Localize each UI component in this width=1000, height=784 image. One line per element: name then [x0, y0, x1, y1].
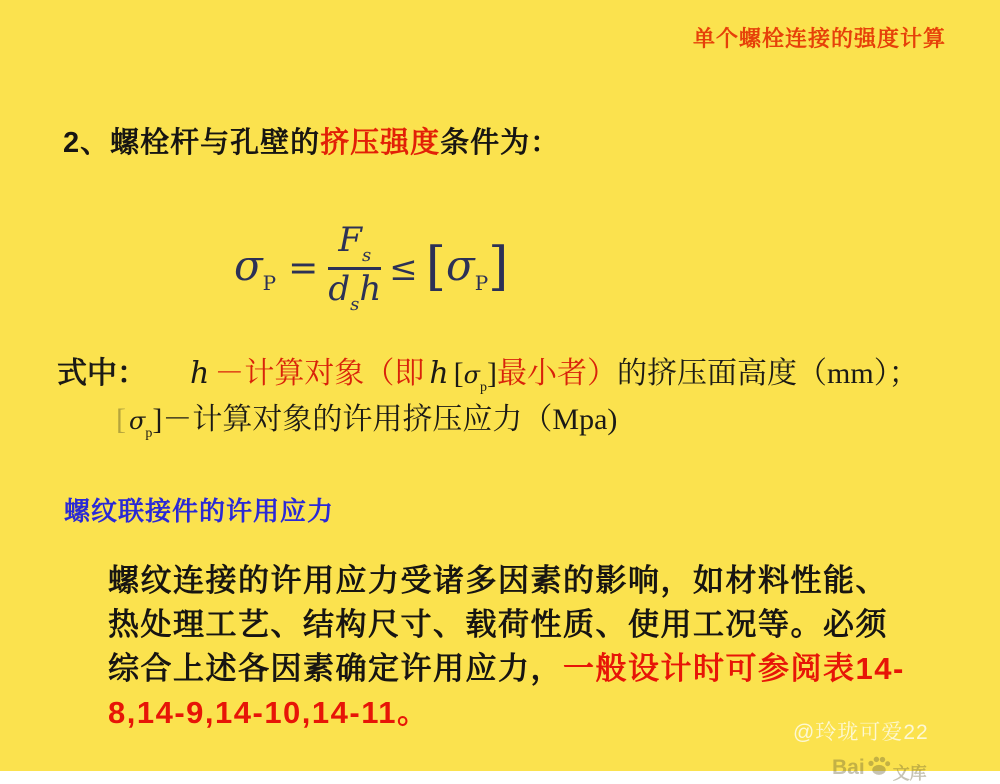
paragraph-line-4: 8,14-9,14-10,14-11。 [108, 695, 430, 730]
variable-h: h [190, 356, 210, 391]
where2-text: －计算对象的许用挤压应力（Mpa) [162, 403, 618, 436]
sigma-symbol-2: σ [129, 407, 146, 435]
allowable-stress-heading: 螺纹联接件的许用应力 [64, 496, 335, 526]
baidu-logo-text: Bai [832, 756, 865, 779]
formula-sigma-p: $\sigma_P$ [234, 240, 277, 295]
wenku-logo-text: 文库 [892, 764, 927, 783]
slide-title [63, 120, 560, 161]
title-prefix: 2、螺栓杆与孔壁的 [63, 127, 321, 159]
formula-leq: ≤ [389, 248, 418, 289]
slide-header-caption: 单个螺栓连接的强度计算 [693, 26, 947, 51]
baidu-wenku-watermark [832, 752, 927, 784]
sigma-symbol: σ [463, 361, 481, 389]
where1-black-tail: 的挤压面高度（mm）； [617, 357, 919, 390]
paragraph-line3-red: 一般设计时可参阅表14- [563, 651, 905, 686]
formula-fraction [328, 220, 382, 315]
sigma-right-bracket-2: ] [152, 403, 163, 436]
variable-h-2: h [429, 356, 449, 391]
where-definition-line-sigma [116, 394, 617, 442]
baidu-paw-icon [866, 752, 892, 778]
where-definition-line-h [57, 348, 919, 396]
sigma-subscript-p: p [480, 380, 488, 395]
user-watermark: @玲珑可爱22 [793, 721, 929, 744]
formula-equals: = [288, 247, 319, 289]
paragraph-line-2: 热处理工艺、结构尺寸、载荷性质、使用工况等。必须 [108, 607, 888, 642]
title-highlight: 挤压强度 [320, 127, 441, 159]
title-suffix: 条件为： [440, 127, 561, 159]
sigma-left-bracket: [ [453, 357, 464, 390]
paragraph-line-1: 螺纹连接的许用应力受诸多因素的影响，如材料性能、 [108, 563, 888, 598]
where1-red-head: －计算对象（即 [214, 357, 425, 390]
sigma-right-bracket: ] [487, 357, 498, 390]
formula-allowable-sigma-p: $\sigma_P$ [446, 240, 489, 295]
pressure-stress-formula [234, 220, 509, 315]
formula-right-bracket: ] [488, 236, 509, 297]
fraction-numerator: $F_s$ [328, 223, 381, 270]
where-label: 式中： [57, 357, 147, 390]
formula-left-bracket: [ [425, 236, 447, 297]
fraction-denominator: $d_sh$ [328, 269, 382, 315]
paragraph-line-3 [108, 647, 928, 691]
sigma-subscript-p-2: p [145, 426, 153, 441]
body-paragraph [108, 559, 928, 735]
where1-red-tail: 最小者） [497, 357, 618, 390]
paragraph-line3-black: 综合上述各因素确定许用应力， [108, 651, 563, 686]
faint-left-bracket: [ [116, 403, 126, 436]
